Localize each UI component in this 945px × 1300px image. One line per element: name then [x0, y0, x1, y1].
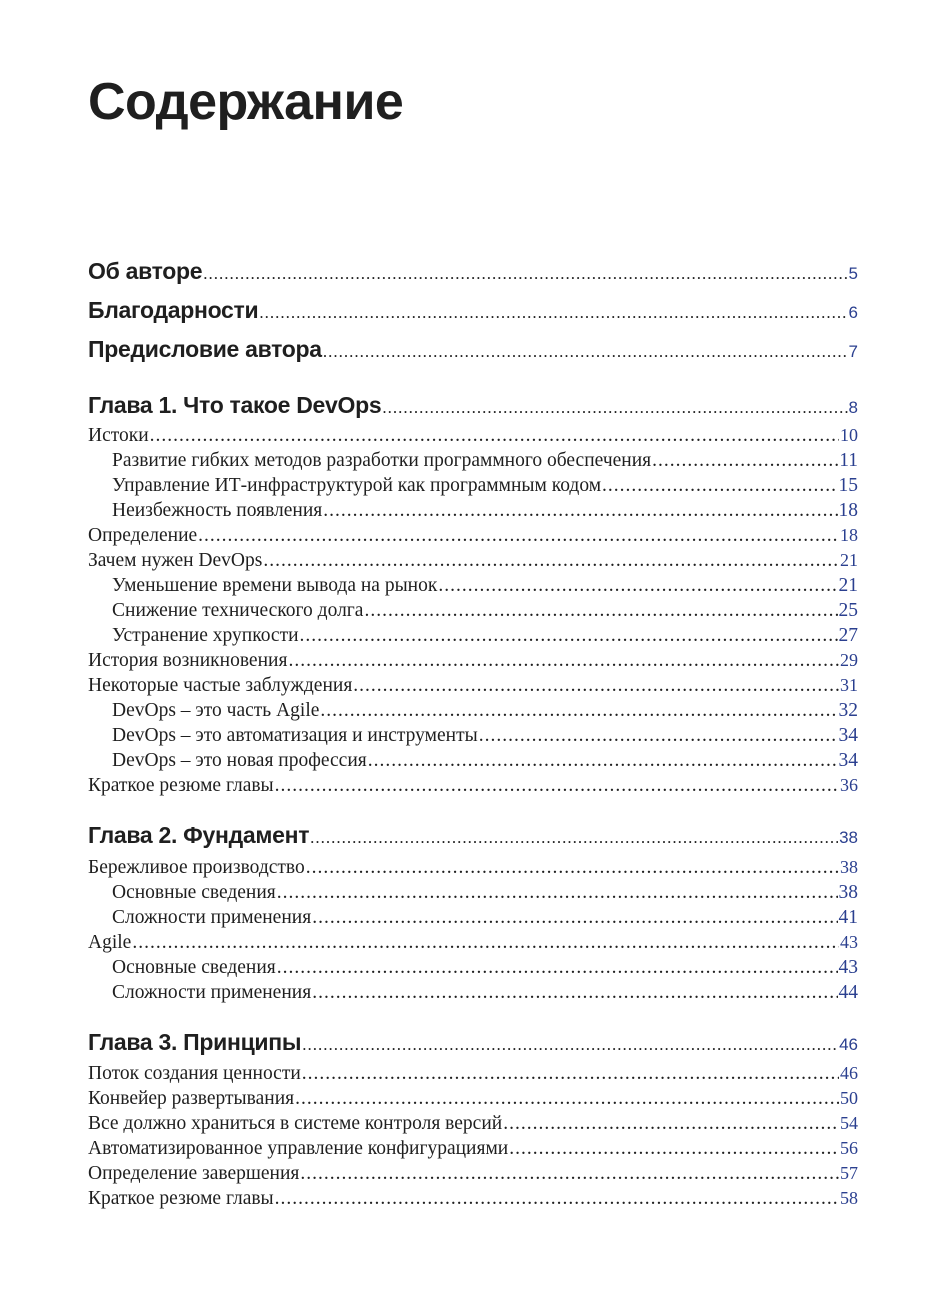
toc-entry-page: 32: [838, 700, 858, 721]
toc-entry-page: 8: [848, 398, 858, 417]
toc-chapter[interactable]: [88, 822, 858, 849]
toc-entry[interactable]: [88, 550, 858, 572]
toc-entry-page: 10: [840, 425, 858, 445]
toc-entry-page: 27: [838, 625, 858, 646]
leader-dots: [323, 500, 837, 522]
toc-entry-label: Некоторые частые заблуждения: [88, 675, 353, 696]
leader-dots: [277, 882, 838, 904]
toc-entry-page: 5: [848, 264, 858, 283]
toc-subentry[interactable]: [88, 625, 858, 647]
toc-entry-page: 21: [840, 550, 858, 570]
leader-dots: [438, 575, 837, 597]
toc-entry[interactable]: [88, 857, 858, 879]
leader-dots: [323, 342, 848, 362]
toc-entry-label: Agile: [88, 932, 132, 953]
toc-subentry[interactable]: [88, 450, 858, 472]
toc-chapter[interactable]: [88, 1029, 858, 1056]
leader-dots: [509, 1138, 839, 1160]
leader-dots: [602, 475, 837, 497]
leader-dots: [306, 857, 839, 879]
toc-entry[interactable]: [88, 650, 858, 672]
toc-entry[interactable]: [88, 1063, 858, 1085]
leader-dots: [132, 932, 839, 954]
toc-entry-page: 38: [838, 882, 858, 903]
toc-subentry[interactable]: [88, 725, 858, 747]
leader-dots: [364, 600, 837, 622]
toc-entry-label: Об авторе: [88, 258, 203, 284]
leader-dots: [295, 1088, 839, 1110]
leader-dots: [288, 650, 839, 672]
toc-entry[interactable]: [88, 525, 858, 547]
toc-subentry[interactable]: [88, 700, 858, 722]
toc-entry-page: 44: [838, 982, 858, 1003]
toc-subentry[interactable]: [88, 982, 858, 1004]
leader-dots: [312, 907, 837, 929]
leader-dots: [302, 1035, 838, 1055]
toc-entry-page: 18: [840, 525, 858, 545]
leader-dots: [368, 750, 838, 772]
toc-entry-label: Автоматизированное управление конфигурациями: [88, 1138, 509, 1159]
toc-entry-label: Бережливое производство: [88, 857, 305, 878]
toc-entry-page: 38: [840, 857, 858, 877]
toc-entry-label: Краткое резюме главы: [88, 775, 274, 796]
toc-entry-label: Поток создания ценности: [88, 1063, 301, 1084]
toc-entry-label: Основные сведения: [112, 882, 276, 903]
toc-chapter[interactable]: [88, 392, 858, 419]
toc-subentry[interactable]: [88, 750, 858, 772]
toc-entry[interactable]: [88, 675, 858, 697]
toc-entry-page: 43: [838, 957, 858, 978]
toc-entry-page: 46: [839, 1035, 858, 1054]
toc-entry[interactable]: [88, 1088, 858, 1110]
toc-entry-label: Сложности применения: [112, 982, 312, 1003]
toc-entry-label: Уменьшение времени вывода на рынок: [112, 575, 438, 596]
toc-entry-page: 56: [840, 1138, 858, 1158]
leader-dots: [302, 1063, 839, 1085]
toc-entry-page: 34: [838, 725, 858, 746]
toc-entry-label: Глава 1. Что такое DevOps: [88, 392, 382, 418]
toc-entry-label: Благодарности: [88, 297, 259, 323]
toc-entry-page: 36: [840, 775, 858, 795]
leader-dots: [275, 1188, 839, 1210]
leader-dots: [479, 725, 838, 747]
toc-entry-page: 29: [840, 650, 858, 670]
toc-entry-page: 11: [839, 450, 858, 471]
toc-entry-label: Определение: [88, 525, 198, 546]
toc-entry-page: 50: [840, 1088, 858, 1108]
leader-dots: [300, 625, 838, 647]
toc-entry-page: 58: [840, 1188, 858, 1208]
toc-entry-label: Устранение хрупкости: [112, 625, 299, 646]
leader-dots: [150, 425, 839, 447]
toc-entry-label: DevOps – это часть Agile: [112, 700, 320, 721]
toc-entry-label: Определение завершения: [88, 1163, 300, 1184]
toc-entry-label: Управление ИТ-инфраструктурой как программным кодом: [112, 475, 602, 496]
leader-dots: [320, 700, 837, 722]
toc-entry-label: DevOps – это автоматизация и инструменты: [112, 725, 478, 746]
toc-subentry[interactable]: [88, 475, 858, 497]
leader-dots: [275, 775, 839, 797]
toc-entry-label: Развитие гибких методов разработки программного обеспечения: [112, 450, 652, 471]
leader-dots: [277, 957, 838, 979]
leader-dots: [263, 550, 839, 572]
toc-entry-label: История возникновения: [88, 650, 288, 671]
toc-entry-label: Глава 3. Принципы: [88, 1029, 302, 1055]
toc-entry-page: 46: [840, 1063, 858, 1083]
toc-entry-label: Глава 2. Фундамент: [88, 822, 310, 848]
toc-entry-page: 38: [839, 828, 858, 847]
leader-dots: [312, 982, 837, 1004]
toc-subentry[interactable]: [88, 907, 858, 929]
toc-entry-page: 25: [838, 600, 858, 621]
toc-entry[interactable]: [88, 297, 858, 324]
toc-subentry[interactable]: [88, 882, 858, 904]
toc-subentry[interactable]: [88, 500, 858, 522]
toc-entry[interactable]: [88, 1138, 858, 1160]
toc-entry-page: 21: [838, 575, 858, 596]
leader-dots: [503, 1113, 839, 1135]
toc-entry[interactable]: [88, 425, 858, 447]
toc-entry-label: Зачем нужен DevOps: [88, 550, 263, 571]
leader-dots: [382, 398, 847, 418]
toc-subentry[interactable]: [88, 957, 858, 979]
leader-dots: [259, 303, 847, 323]
toc-entry-label: Предисловие автора: [88, 336, 322, 362]
toc-entry-page: 6: [848, 303, 858, 322]
toc-entry-page: 18: [838, 500, 858, 521]
toc-entry-page: 41: [838, 907, 858, 928]
toc-entry-page: 54: [840, 1113, 858, 1133]
toc-subentry[interactable]: [88, 600, 858, 622]
toc-entry-label: Неизбежность появления: [112, 500, 323, 521]
toc-entry-page: 34: [838, 750, 858, 771]
toc-entry-page: 57: [840, 1163, 858, 1183]
toc-entry[interactable]: [88, 775, 858, 797]
toc-entry[interactable]: [88, 1113, 858, 1135]
toc-entry[interactable]: [88, 258, 858, 285]
toc-entry-page: 7: [848, 342, 858, 361]
leader-dots: [652, 450, 838, 472]
toc-entry-label: Все должно храниться в системе контроля версий: [88, 1113, 503, 1134]
leader-dots: [203, 264, 847, 284]
toc-entry[interactable]: [88, 932, 858, 954]
leader-dots: [353, 675, 839, 697]
toc-entry-label: Краткое резюме главы: [88, 1188, 274, 1209]
toc-subentry[interactable]: [88, 575, 858, 597]
toc-entry-label: Основные сведения: [112, 957, 276, 978]
toc-entry-label: Сложности применения: [112, 907, 312, 928]
toc-entry-label: Снижение технического долга: [112, 600, 364, 621]
leader-dots: [310, 828, 838, 848]
toc-entry-label: DevOps – это новая профессия: [112, 750, 367, 771]
leader-dots: [198, 525, 839, 547]
toc-entry-label: Конвейер развертывания: [88, 1088, 295, 1109]
toc-entry-label: Истоки: [88, 425, 149, 446]
toc-entry[interactable]: [88, 336, 858, 363]
toc-entry-page: 15: [838, 475, 858, 496]
toc-entry[interactable]: [88, 1188, 858, 1210]
page-title: Содержание: [88, 73, 404, 131]
toc-entry[interactable]: [88, 1163, 858, 1185]
toc-entry-page: 43: [840, 932, 858, 952]
toc-entry-page: 31: [840, 675, 858, 695]
leader-dots: [300, 1163, 839, 1185]
